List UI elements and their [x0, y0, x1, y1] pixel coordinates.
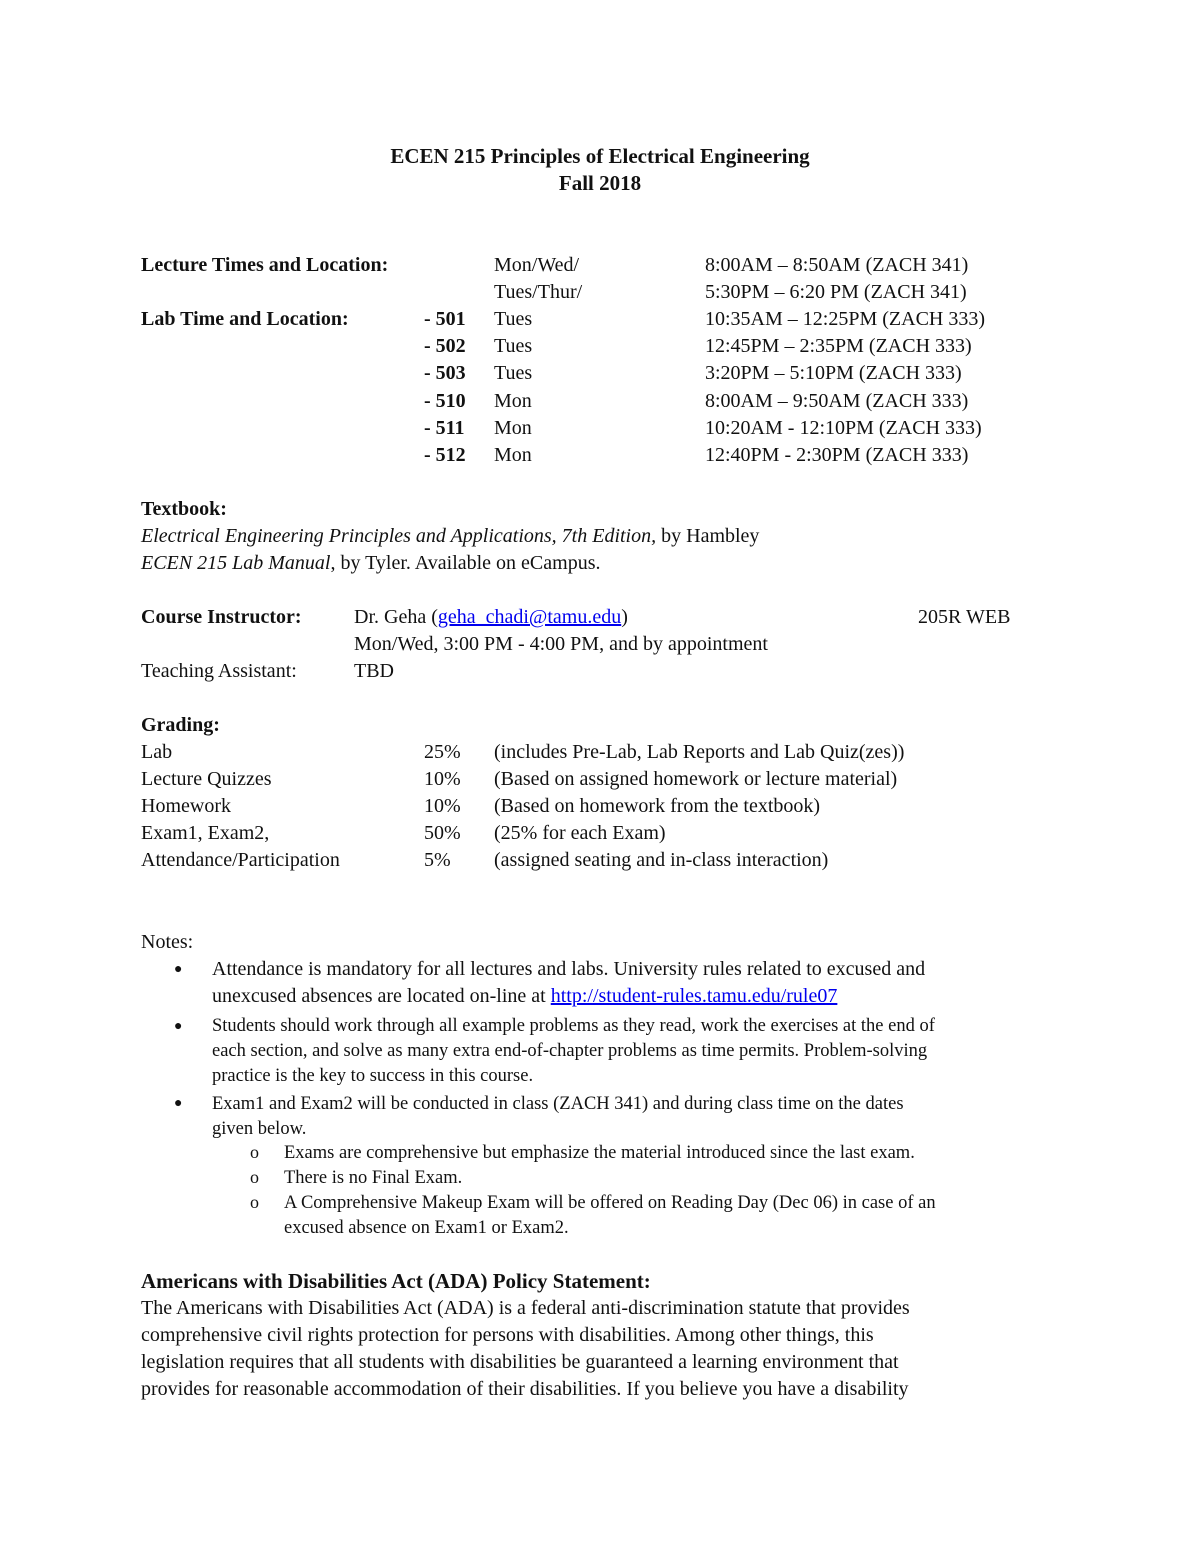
lab-day: Mon	[494, 417, 532, 439]
sub-bullet-icon: o	[250, 1142, 259, 1162]
note-1-prefix: unexcused absences are located on-line at	[212, 985, 551, 1007]
instructor-office: 205R WEB	[918, 606, 1011, 628]
lab-time: 3:20PM – 5:10PM (ZACH 333)	[705, 362, 962, 384]
student-rules-link[interactable]: http://student-rules.tamu.edu/rule07	[550, 985, 838, 1007]
grading-item: Attendance/Participation	[141, 849, 340, 871]
note-3-sub-3-line-2: excused absence on Exam1 or Exam2.	[284, 1218, 569, 1238]
lab-section: - 510	[424, 390, 466, 412]
lab-time: 10:20AM - 12:10PM (ZACH 333)	[705, 417, 982, 439]
instructor-email-link[interactable]: geha_chadi@tamu.edu	[437, 606, 622, 628]
notes-heading: Notes:	[141, 931, 194, 953]
textbook-2-rest: , by Tyler. Available on eCampus.	[330, 552, 601, 574]
lab-label: Lab Time and Location:	[141, 308, 349, 330]
sub-bullet-icon: o	[250, 1167, 259, 1187]
office-hours: Mon/Wed, 3:00 PM - 4:00 PM, and by appointment	[354, 633, 768, 655]
lab-section: - 512	[424, 444, 466, 466]
grading-weight: 50%	[424, 822, 461, 844]
note-3-line-2: given below.	[212, 1119, 307, 1139]
lab-time: 12:45PM – 2:35PM (ZACH 333)	[705, 335, 972, 357]
ada-line: The Americans with Disabilities Act (ADA) is a federal anti-discrimination statute that provides	[141, 1297, 910, 1319]
note-1-line-1: Attendance is mandatory for all lectures and labs. University rules related to excused and	[212, 958, 926, 980]
lab-section: - 511	[424, 417, 465, 439]
grading-item: Lecture Quizzes	[141, 768, 272, 790]
grading-note: (Based on assigned homework or lecture material)	[494, 768, 898, 790]
grading-note: (assigned seating and in-class interaction)	[494, 849, 829, 871]
grading-note: (Based on homework from the textbook)	[494, 795, 821, 817]
grading-item: Exam1, Exam2,	[141, 822, 270, 844]
grading-item: Lab	[141, 741, 173, 763]
bullet-icon: ●	[174, 962, 183, 977]
textbook-2-title: ECEN 215 Lab Manual	[141, 552, 331, 574]
note-3-sub-3-line-1: A Comprehensive Makeup Exam will be offered on Reading Day (Dec 06) in case of an	[284, 1193, 936, 1213]
note-3-sub-2: There is no Final Exam.	[284, 1168, 463, 1188]
note-2-line-2: each section, and solve as many extra end-of-chapter problems as time permits. Problem-solving	[212, 1041, 928, 1061]
lab-section: - 501	[424, 308, 466, 330]
lab-day: Tues	[494, 362, 533, 384]
lecture-time-2: 5:30PM – 6:20 PM (ZACH 341)	[705, 281, 967, 303]
textbook-1-author: by Hambley	[656, 525, 760, 547]
note-2-line-3: practice is the key to success in this course.	[212, 1066, 534, 1086]
lab-day: Tues	[494, 308, 533, 330]
note-3-sub-1: Exams are comprehensive but emphasize the material introduced since the last exam.	[284, 1143, 915, 1163]
lecture-label: Lecture Times and Location:	[141, 254, 389, 276]
ada-heading: Americans with Disabilities Act (ADA) Policy Statement:	[141, 1269, 651, 1293]
ta-label: Teaching Assistant:	[141, 660, 297, 682]
lab-section: - 502	[424, 335, 466, 357]
textbook-2	[141, 553, 601, 573]
lab-day: Mon	[494, 390, 532, 412]
ada-line: provides for reasonable accommodation of their disabilities. If you believe you have a disability	[141, 1378, 909, 1400]
ta-name: TBD	[354, 660, 394, 682]
lab-time: 8:00AM – 9:50AM (ZACH 333)	[705, 390, 969, 412]
grading-weight: 5%	[424, 849, 451, 871]
instructor-prefix: Dr. Geha (	[354, 606, 438, 628]
grading-weight: 25%	[424, 741, 461, 763]
grading-note: (includes Pre-Lab, Lab Reports and Lab Quiz(zes))	[494, 741, 905, 763]
lab-time: 12:40PM - 2:30PM (ZACH 333)	[705, 444, 969, 466]
note-1-line-2	[212, 986, 837, 1006]
course-term: Fall 2018	[558, 171, 642, 195]
textbook-heading: Textbook:	[141, 498, 227, 520]
course-title: ECEN 215 Principles of Electrical Engineering	[390, 144, 810, 168]
note-2-line-1: Students should work through all example problems as they read, work the exercises at the end of	[212, 1016, 935, 1036]
ada-line: legislation requires that all students with disabilities be guaranteed a learning environment that	[141, 1351, 899, 1373]
grading-weight: 10%	[424, 795, 461, 817]
lab-section: - 503	[424, 362, 466, 384]
bullet-icon: ●	[174, 1019, 183, 1034]
grading-weight: 10%	[424, 768, 461, 790]
textbook-1	[141, 526, 759, 546]
lecture-time-1: 8:00AM – 8:50AM (ZACH 341)	[705, 254, 969, 276]
sub-bullet-icon: o	[250, 1192, 259, 1212]
lecture-days-2: Tues/Thur/	[494, 281, 583, 303]
instructor-suffix: )	[621, 606, 628, 628]
grading-note: (25% for each Exam)	[494, 822, 666, 844]
lab-day: Tues	[494, 335, 533, 357]
textbook-1-title: Electrical Engineering Principles and Applications, 7th Edition,	[141, 525, 657, 547]
lab-time: 10:35AM – 12:25PM (ZACH 333)	[705, 308, 986, 330]
note-3-line-1: Exam1 and Exam2 will be conducted in class (ZACH 341) and during class time on the dates	[212, 1094, 904, 1114]
instructor-name	[354, 607, 628, 627]
lecture-days-1: Mon/Wed/	[494, 254, 580, 276]
grading-item: Homework	[141, 795, 231, 817]
lab-day: Mon	[494, 444, 532, 466]
bullet-icon: ●	[174, 1096, 183, 1111]
instructor-label: Course Instructor:	[141, 606, 302, 628]
ada-line: comprehensive civil rights protection for persons with disabilities. Among other things, this	[141, 1324, 874, 1346]
grading-heading: Grading:	[141, 714, 220, 736]
